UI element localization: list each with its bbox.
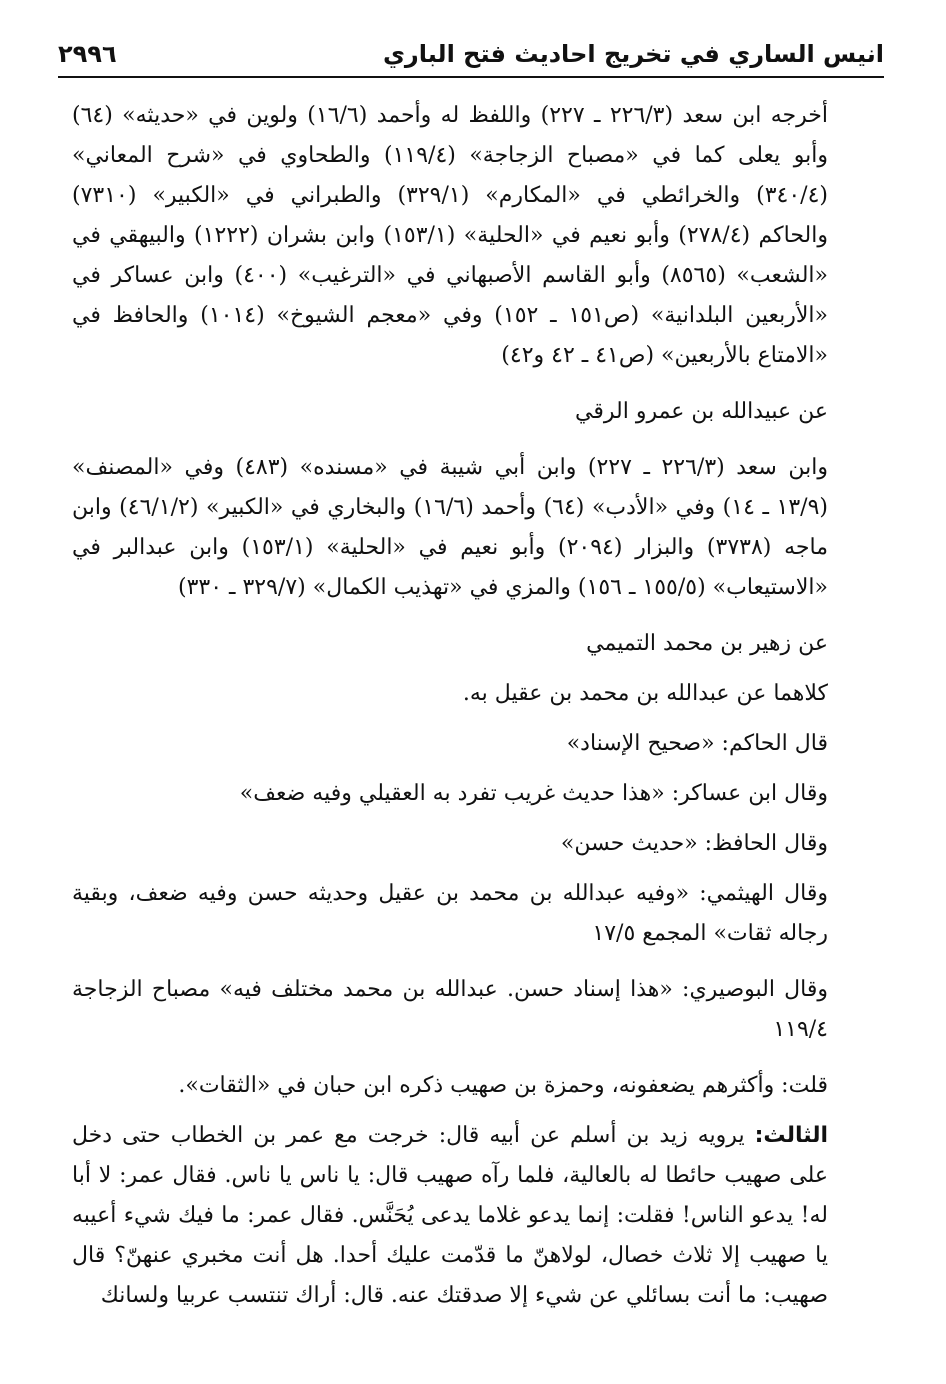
busiri-grading: وقال البوصيري: «هذا إسناد حسن. عبدالله بن محمد مختلف فيه» مصباح الزجاجة ١١٩/٤ bbox=[72, 977, 828, 1042]
takhrij-paragraph-2: وابن سعد (٢٢٦/٣ ـ ٢٢٧) وابن أبي شيبة في «مسنده» (٤٨٣) وفي «المصنف» (١٣/٩ ـ ١٤) وفي «الأدب» (٦٤) وأحمد (١٦/٦) والبخاري في «الكبير» (٤٦/١/٢) وابن ماجه (٣٧٣٨) والبزار (٢٠٩٤) وأبو نعيم في «الحلية» (١٥٣/١) وابن عبدالبر في «الاستيعاب» (١٥٥/٥ ـ ١٥٦) والمزي في «تهذيب الكمال» (٣٢٩/٧ ـ ٣٣٠) bbox=[72, 455, 828, 600]
running-title: انيس الساري في تخريج احاديث فتح الباري bbox=[382, 40, 884, 68]
page-body bbox=[72, 96, 828, 1332]
page-number: ٢٩٩٦ bbox=[58, 40, 117, 68]
convergence-line: كلاهما عن عبدالله بن محمد بن عقيل به. bbox=[462, 681, 828, 706]
hafiz-grading: وقال الحافظ: «حديث حسن» bbox=[560, 831, 828, 856]
page-header bbox=[58, 38, 884, 78]
ibn-asakir-grading: وقال ابن عساكر: «هذا حديث غريب تفرد به العقيلي وفيه ضعف» bbox=[239, 781, 828, 806]
chain-line-2: عن زهير بن محمد التميمي bbox=[586, 631, 828, 656]
takhrij-paragraph-1: أخرجه ابن سعد (٢٢٦/٣ ـ ٢٢٧) واللفظ له وأحمد (١٦/٦) ولوين في «حديثه» (٦٤) وأبو يعلى كما في «مصباح الزجاجة» (١١٩/٤) والطحاوي في «شرح المعاني» (٣٤٠/٤) والخرائطي في «المكارم» (٣٢٩/١) والطبراني في «الكبير» (٧٣١٠) والحاكم (٢٧٨/٤) وأبو نعيم في «الحلية» (١٥٣/١) وابن بشران (١٢٢٢) والبيهقي في «الشعب» (٨٥٦٥) وأبو القاسم الأصبهاني في «الترغيب» (٤٠٠) وابن عساكر في «الأربعين البلدانية» (ص١٥١ ـ ١٥٢) وفي «معجم الشيوخ» (١٠١٤) والحافظ في «الامتاع بالأربعين» (ص٤١ ـ ٤٢ و٤٢) bbox=[72, 103, 829, 368]
haythami-grading: وقال الهيثمي: «وفيه عبدالله بن محمد بن عقيل وحديثه حسن وفيه ضعف، وبقية رجاله ثقات» المجمع ١٧/٥ bbox=[72, 881, 828, 946]
hakim-grading: قال الحاكم: «صحيح الإسناد» bbox=[566, 731, 828, 756]
third-text: يرويه زيد بن أسلم عن أبيه قال: خرجت مع عمر بن الخطاب حتى دخل على صهيب حائطا له بالعالية، فلما رآه صهيب قال: يا ناس يا ناس. فقال عمر: لا أبا له! يدعو الناس! فقلت: إنما يدعو غلاما يدعى يُحَنَّس. فقال عمر: ما فيك شيء أعيبه يا صهيب إلا ثلاث خصال، لولاهنّ ما قدّمت عليك أحدا. هل أنت مخبري عنهنّ؟ قال صهيب: ما أنت بسائلي عن شيء إلا صدقتك عنه. قال: أراك تنتسب عربيا ولسانك bbox=[72, 1123, 828, 1308]
author-note: قلت: وأكثرهم يضعفونه، وحمزة بن صهيب ذكره ابن حبان في «الثقات». bbox=[178, 1073, 828, 1098]
chain-line-1: عن عبيدالله بن عمرو الرقي bbox=[575, 399, 828, 424]
third-label: الثالث: bbox=[754, 1123, 828, 1148]
third-narration bbox=[72, 1116, 828, 1316]
